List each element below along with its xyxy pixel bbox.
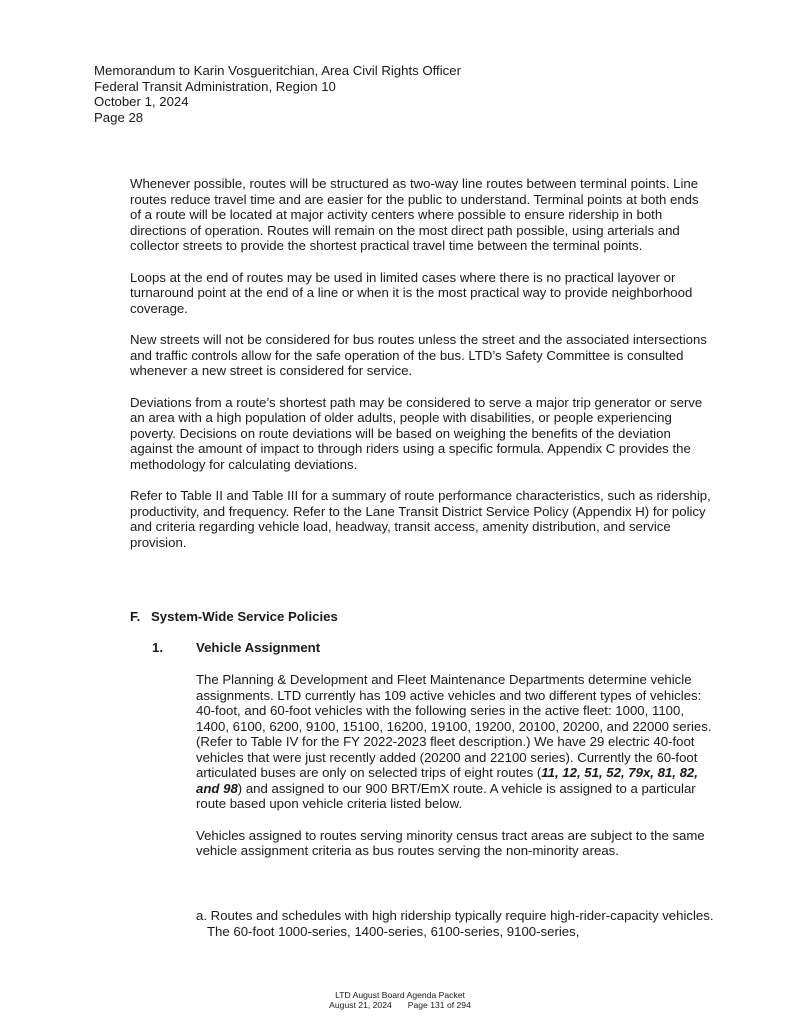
paragraph-vehicle-fleet <box>196 672 712 812</box>
route-structure-text <box>130 176 712 566</box>
memo-date: October 1, 2024 <box>94 94 189 109</box>
paragraph-performance-tables: Refer to Table II and Table III for a summary of route performance characteristics, such as ridership, productivity, and frequency. Refer to the Lane Transit District Service Policy (Appendix H) for policy and criteria regarding vehicle load, headway, transit access, amenity distribution, and service provision. <box>130 488 711 550</box>
fleet-text-part2: ) and assigned to our 900 BRT/EmX route. A vehicle is assigned to a particular route based upon vehicle criteria listed below. <box>196 780 696 811</box>
route-list: 11, 12, 51, 52, 79x, 81, 82, and 98 <box>196 765 698 796</box>
section-1-number: 1. <box>152 640 163 655</box>
paragraph-line-routes: Whenever possible, routes will be structured as two-way line routes between terminal points. Line routes reduce travel time and are easier for the public to understand. Terminal points at both ends of a route will be located at major activity centers where possible to ensure ridership in both directions of operation. Routes will remain on the most direct path possible, using arterials and collector streets to provide the shortest practical travel time between the terminal points. <box>130 176 699 253</box>
memo-recipient: Memorandum to Karin Vosgueritchian, Area Civil Rights Officer <box>94 63 461 78</box>
footer-packet-title: LTD August Board Agenda Packet <box>335 990 465 1000</box>
paragraph-new-streets: New streets will not be considered for bus routes unless the street and the associated intersections and traffic controls allow for the safe operation of the bus. LTD’s Safety Committee is consulted whenever a new street is considered for service. <box>130 332 707 378</box>
section-f-letter: F. <box>130 609 141 624</box>
fleet-text-part1: The Planning & Development and Fleet Maintenance Departments determine vehicle assignments. LTD currently has 109 active vehicles and two different types of vehicles: 40-foot, and 60-foot vehicles with the following series in the active fleet: 1000, 1100, 1400, 6100, 6200, 9100, 15100, 16200, 19100, 19200, 20100, 20200, and 22000 series. (Refer to Table IV for the FY 2022-2023 fleet description.) We have 29 electric 40-foot vehicles that were just recently added (20200 and 22100 series). Currently the 60-foot articulated buses are only on selected trips of eight routes ( <box>196 672 712 780</box>
section-f-title: System-Wide Service Policies <box>151 609 338 624</box>
memo-page-number: Page 28 <box>94 109 144 125</box>
section-1-title: Vehicle Assignment <box>196 640 321 655</box>
footer-date: August 21, 2024 <box>329 1000 392 1010</box>
paragraph-deviations: Deviations from a route’s shortest path may be considered to serve a major trip generator or serve an area with a high population of older adults, people with disabilities, or people experiencing poverty. Decisions on route deviations will be based on weighing the benefits of the deviation against the amount of impact to through riders using a specific formula. Appendix C provides the methodology for calculating deviations. <box>130 394 703 472</box>
section-f-heading <box>130 609 338 624</box>
footer-date-page <box>0 1000 800 1010</box>
page-footer <box>0 990 800 1010</box>
memo-header <box>94 63 461 125</box>
footer-page-count: Page 131 of 294 <box>407 1000 471 1010</box>
section-1-heading <box>152 640 320 655</box>
vehicle-assignment-text <box>196 672 712 875</box>
list-marker-a: a. <box>196 908 207 923</box>
paragraph-minority-areas: Vehicles assigned to routes serving minority census tract areas are subject to the same vehicle assignment criteria as bus routes serving the non-minority areas. <box>196 827 705 858</box>
paragraph-loops: Loops at the end of routes may be used in limited cases where there is no practical layover or turnaround point at the end of a line or when it is the most practical way to provide neighborhood coverage. <box>130 269 693 316</box>
memo-agency: Federal Transit Administration, Region 10 <box>94 78 336 94</box>
list-item-a <box>196 908 723 939</box>
list-item-a-text: Routes and schedules with high ridership typically require high-rider-capacity vehicles. The 60-foot 1000-series, 1400-series, 6100-series, 9100-series, <box>207 908 714 939</box>
